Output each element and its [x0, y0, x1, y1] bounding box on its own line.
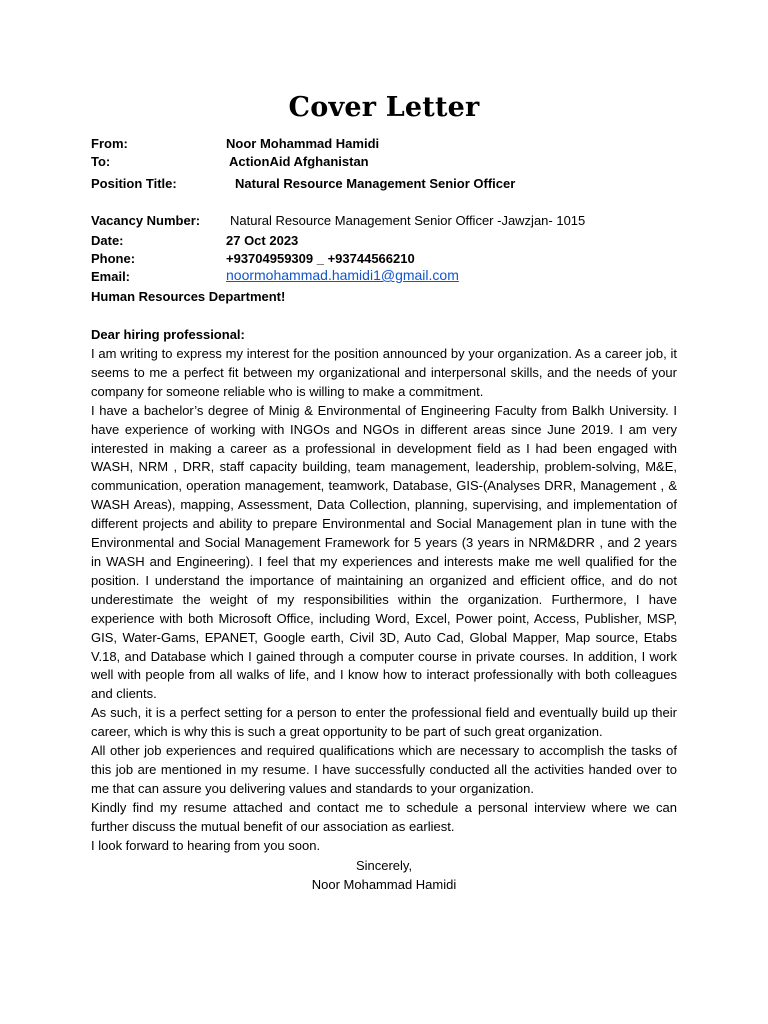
paragraph-4: All other job experiences and required qualifications which are necessary to accomplish the tasks of this job are mentioned in my resume. I have successfully conducted all the activities handed over to me that can assure you delivering values and standards to your organization. — [91, 743, 677, 796]
to-value: ActionAid Afghanistan — [229, 154, 369, 169]
signoff — [284, 857, 484, 895]
paragraph-1: I am writing to express my interest for the position announced by your organization. As a career job, it seems to me a perfect fit between my organizational and interpersonal skills, and the needs of your company for someone reliable who is willing to make a commitment. — [91, 346, 677, 399]
date-value: 27 Oct 2023 — [226, 233, 299, 248]
salutation: Dear hiring professional: — [91, 327, 245, 342]
paragraph-5: Kindly find my resume attached and contact me to schedule a personal interview where we can further discuss the mutual benefit of our association as earliest. — [91, 799, 677, 834]
position-label: Position Title: — [91, 176, 177, 191]
letter-body — [91, 345, 677, 855]
signature-name: Noor Mohammad Hamidi — [311, 876, 457, 892]
email-label: Email: — [91, 269, 131, 284]
vacancy-value: Natural Resource Management Senior Officer -Jawzjan- 1015 — [230, 213, 586, 228]
vacancy-label: Vacancy Number: — [91, 213, 201, 228]
position-value: Natural Resource Management Senior Officer — [235, 176, 516, 191]
department-line: Human Resources Department! — [91, 289, 286, 304]
page-title: Cover Letter — [288, 92, 480, 123]
paragraph-6: I look forward to hearing from you soon. — [91, 837, 321, 853]
paragraph-2: I have a bachelor’s degree of Minig & Environmental of Engineering Faculty from Balkh University. I have experience of working with INGOs and NGOs in different areas since June 2019. I am very interested in making a career as a professional in development field as I had been engaged with WASH, NRM , DRR, staff capacity building, team management, leadership, problem-solving, M&E, communication, operation management, teamwork, Database, GIS-(Analyses DRR, Management , & WASH Areas), mapping, Assessment, Data Collection, planning, supervising, and implementation of different projects and ability to prepare Environmental and Social Management plan in tune with the Environmental and Social Management Framework for 5 years (3 years in NRM&DRR , and 2 years in WASH and Engineering). I feel that my experiences and interests make me well qualified for the position. I understand the importance of maintaining an organized and efficient office, and do not underestimate the weight of my responsibilities within the organization. Furthermore, I have experience with both Microsoft Office, including Word, Excel, Power point, Access, Publisher, MSP, GIS, Water-Gams, EPANET, Google earth, Civil 3D, Auto Cad, Global Mapper, Map source, Etabs V.18, and Database which I gained through a computer course in private courses. In addition, I work well with people from all walks of life, and I know how to interact professionally with both colleagues and clients. — [91, 402, 677, 702]
from-value: Noor Mohammad Hamidi — [226, 136, 380, 151]
phone-value: +93704959309 _ +93744566210 — [226, 251, 415, 266]
to-label: To: — [91, 154, 111, 169]
date-label: Date: — [91, 233, 124, 248]
paragraph-3: As such, it is a perfect setting for a person to enter the professional field and eventually build up their career, which is why this is such a great opportunity to be part of such great organization. — [91, 705, 677, 740]
phone-label: Phone: — [91, 251, 136, 266]
from-label: From: — [91, 136, 128, 151]
sincerely-text: Sincerely, — [355, 858, 413, 873]
email-link[interactable]: noormohammad.hamidi1@gmail.com — [226, 267, 459, 283]
